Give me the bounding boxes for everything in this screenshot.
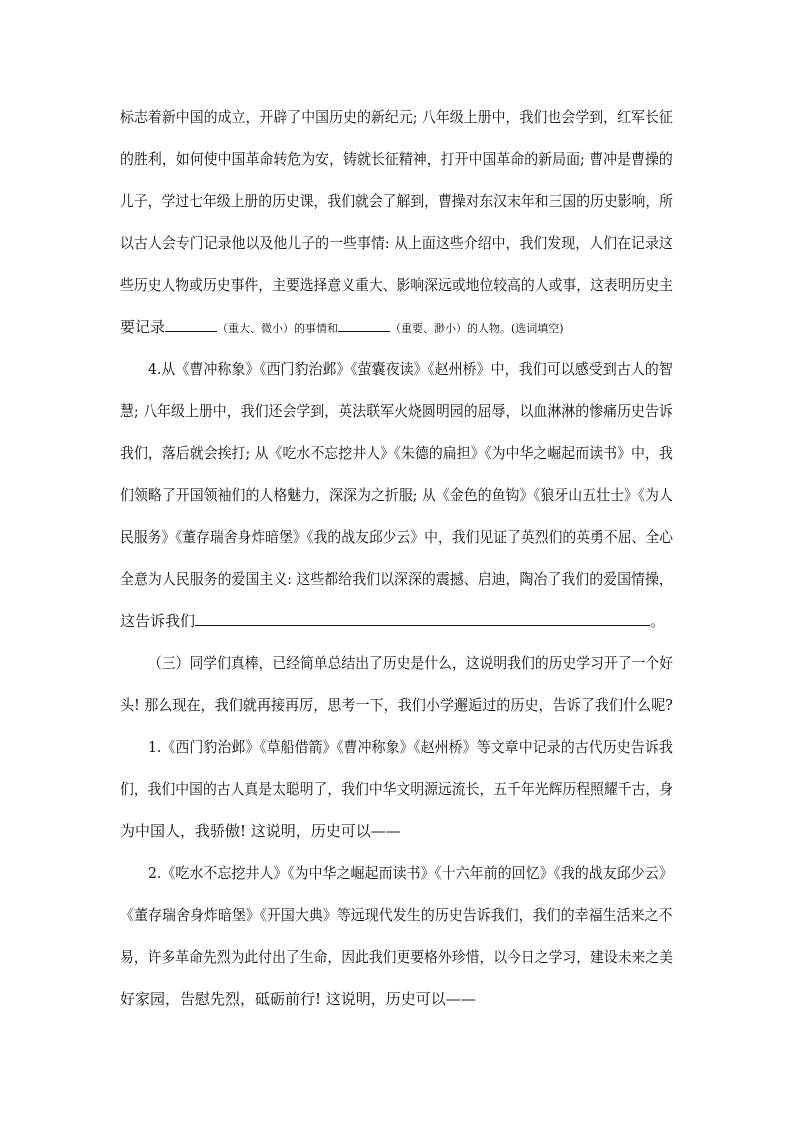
text-line: （三）同学们真棒，已经简单总结出了历史是什么，这说明我们的历史学习开了一个好 [148,654,674,672]
text-segment: 这告诉我们 [120,612,196,630]
text-segment: （重大、微小）的事情和 [217,322,339,335]
text-line: 标志着新中国的成立，开辟了中国历史的新纪元; 八年级上册中，我们也会学到，红军长征 [120,108,673,126]
text-line: 4.从《曹冲称象》《西门豹治邺》《萤囊夜读》《赵州桥》中，我们可以感受到古人的智 [148,360,673,378]
fill-blank[interactable] [338,317,390,332]
text-segment: （重要、渺小）的人物。 [390,322,512,335]
fill-blank[interactable] [165,317,217,332]
text-line: 好家园，告慰先烈，砥砺前行! 这说明，历史可以—— [120,990,476,1008]
text-line: 慧; 八年级上册中，我们还会学到，英法联军火烧圆明园的屈辱，以血淋淋的惨痛历史告诉 [120,402,673,420]
text-line: 们，我们中国的古人真是太聪明了，我们中华文明源远流长，五千年光辉历程照耀千古，身 [120,780,674,798]
text-line: 们领略了开国领袖们的人格魅力，深深为之折服; 从《金色的鱼钩》《狼牙山五壮士》《为人 [120,486,673,504]
text-line: 头! 那么现在，我们就再接再厉，思考一下，我们小学邂逅过的历史，告诉了我们什么呢? [120,696,673,714]
text-line: 全意为人民服务的爱国主义: 这些都给我们以深深的震撼、启迪，陶冶了我们的爱国情操， [120,570,673,588]
text-segment: 要记录 [120,318,166,336]
text-line: 些历史人物或历史事件，主要选择意义重大、影响深远或地位较高的人或事，这表明历史主 [120,276,674,294]
text-line: 民服务》《董存瑞舍身炸暗堡》《我的战友邱少云》中，我们见证了英烈们的英勇不屈、全心 [120,528,674,546]
text-line: 为中国人，我骄傲! 这说明，历史可以—— [120,822,401,840]
fill-blank[interactable] [195,611,650,626]
text-line: 1.《西门豹治邺》《草船借箭》《曹冲称象》《赵州桥》等文章中记录的古代历史告诉我 [148,738,673,756]
text-line: 以古人会专门记录他以及他儿子的一些事情: 从上面这些介绍中，我们发现，人们在记录这 [120,234,673,252]
text-segment: 。 [650,612,666,630]
text-line: 易，许多革命先烈为此付出了生命，因此我们更要格外珍惜，以今日之学习，建设未来之美 [120,948,674,966]
text-line [120,611,665,631]
text-line: 2.《吃水不忘挖井人》《为中华之崛起而读书》《十六年前的回忆》《我的战友邱少云》 [148,864,673,882]
text-line [120,317,564,339]
text-line: 我们，落后就会挨打; 从《吃水不忘挖井人》《朱德的扁担》《为中华之崛起而读书》中，我 [120,444,673,462]
text-line: 《董存瑞舍身炸暗堡》《开国大典》等远现代发生的历史告诉我们，我们的幸福生活来之不 [120,906,673,924]
text-line: 的胜利，如何使中国革命转危为安，铸就长征精神，打开中国革命的新局面; 曹冲是曹操的 [120,150,673,168]
text-line: 儿子，学过七年级上册的历史课，我们就会了解到，曹操对东汉末年和三国的历史影响，所 [120,192,674,210]
instruction-note: (选词填空) [511,322,564,335]
